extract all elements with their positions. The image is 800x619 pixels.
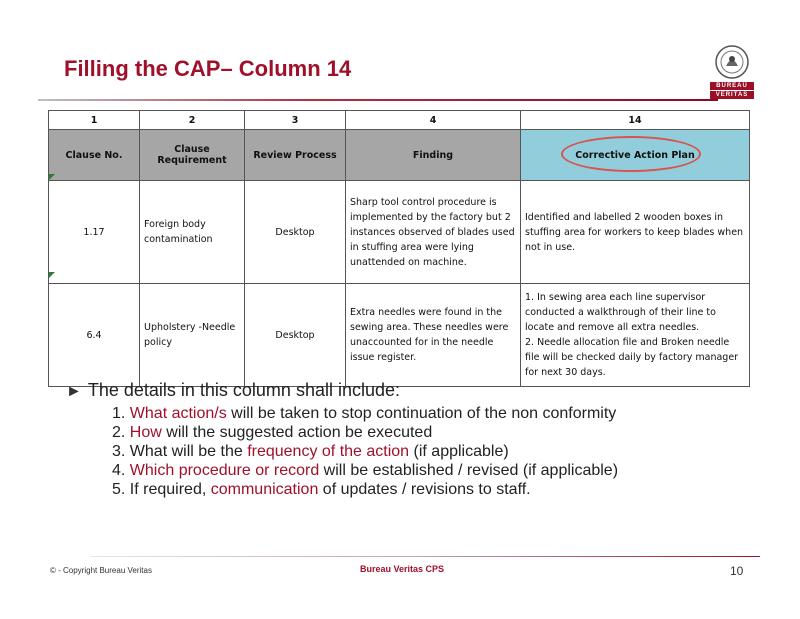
item-highlight: What action/s [129,405,227,422]
cell-cap: Identified and labelled 2 wooden boxes in stuffing area for workers to keep blades when not in use. [521,181,750,284]
header-clause-no: Clause No. [49,130,140,181]
item-rest: will be taken to stop continuation of the non conformity [226,405,617,422]
logo-text-line1: BUREAU [710,82,754,90]
cell-clause-no: 6.4 [49,284,140,387]
cell-requirement: Foreign body contamination [140,181,245,284]
cell-review: Desktop [245,284,346,387]
cap-table [48,110,750,387]
item-highlight: How [129,424,162,441]
col-number: 3 [245,111,346,130]
page-number: 10 [730,564,744,578]
col-number: 1 [49,111,140,130]
item-rest: will the suggested action be executed [161,424,433,441]
item-number: 5. [112,481,126,498]
item-number: 2. [112,424,126,441]
table-row [49,181,750,284]
header-finding: Finding [346,130,521,181]
item-highlight: frequency of the action [247,443,410,460]
item-pre: What will be the [129,443,248,460]
header-row [49,130,750,181]
cell-clause-no: 1.17 [49,181,140,284]
footer-copyright: © - Copyright Bureau Veritas [50,566,152,575]
page-title: Filling the CAP– Column 14 [64,56,352,81]
footer-title: Bureau Veritas CPS [360,564,445,574]
header-corrective-action-plan [521,130,750,181]
footer-divider [90,556,760,557]
item-highlight: communication [210,481,319,498]
cell-comment-flag [49,174,55,180]
header-review-process: Review Process [245,130,346,181]
col-number: 14 [521,111,750,130]
item-number: 3. [112,443,126,460]
item-number: 1. [112,405,126,422]
list-item [112,442,618,461]
seal-icon [714,44,750,80]
item-number: 4. [112,462,126,479]
cell-review: Desktop [245,181,346,284]
item-rest: will be established / revised (if applicable) [319,462,619,479]
cell-comment-flag [49,272,55,278]
list-item [112,461,618,480]
col-number: 4 [346,111,521,130]
bureau-veritas-logo [710,44,754,100]
list-item [112,404,618,423]
triangle-bullet-icon: ► [66,383,82,400]
item-highlight: Which procedure or record [129,462,320,479]
item-rest: of updates / revisions to staff. [318,481,531,498]
list-item [112,480,618,499]
cell-finding: Sharp tool control procedure is implemented by the factory but 2 instances observed of blades used in stuffing area were lying unattended on machine. [346,181,521,284]
title-divider [38,99,718,101]
header-clause-requirement: Clause Requirement [140,130,245,181]
header-cap-label: Corrective Action Plan [575,149,695,161]
cell-finding: Extra needles were found in the sewing area. These needles were unaccounted for in the needle issue register. [346,284,521,387]
lead-text [66,380,400,401]
logo-text-line2: VERITAS [710,91,754,99]
table-row [49,284,750,387]
cell-cap: 1. In sewing area each line supervisor conducted a walkthrough of their line to locate and remove all extra needles. 2. Needle allocation file and Broken needle file will be checked daily by factory manager for next 30 days. [521,284,750,387]
item-rest: (if applicable) [409,443,509,460]
details-list [112,404,618,499]
column-number-row [49,111,750,130]
lead-label: The details in this column shall include: [87,380,401,400]
list-item [112,423,618,442]
cell-requirement: Upholstery -Needle policy [140,284,245,387]
col-number: 2 [140,111,245,130]
item-pre: If required, [129,481,211,498]
